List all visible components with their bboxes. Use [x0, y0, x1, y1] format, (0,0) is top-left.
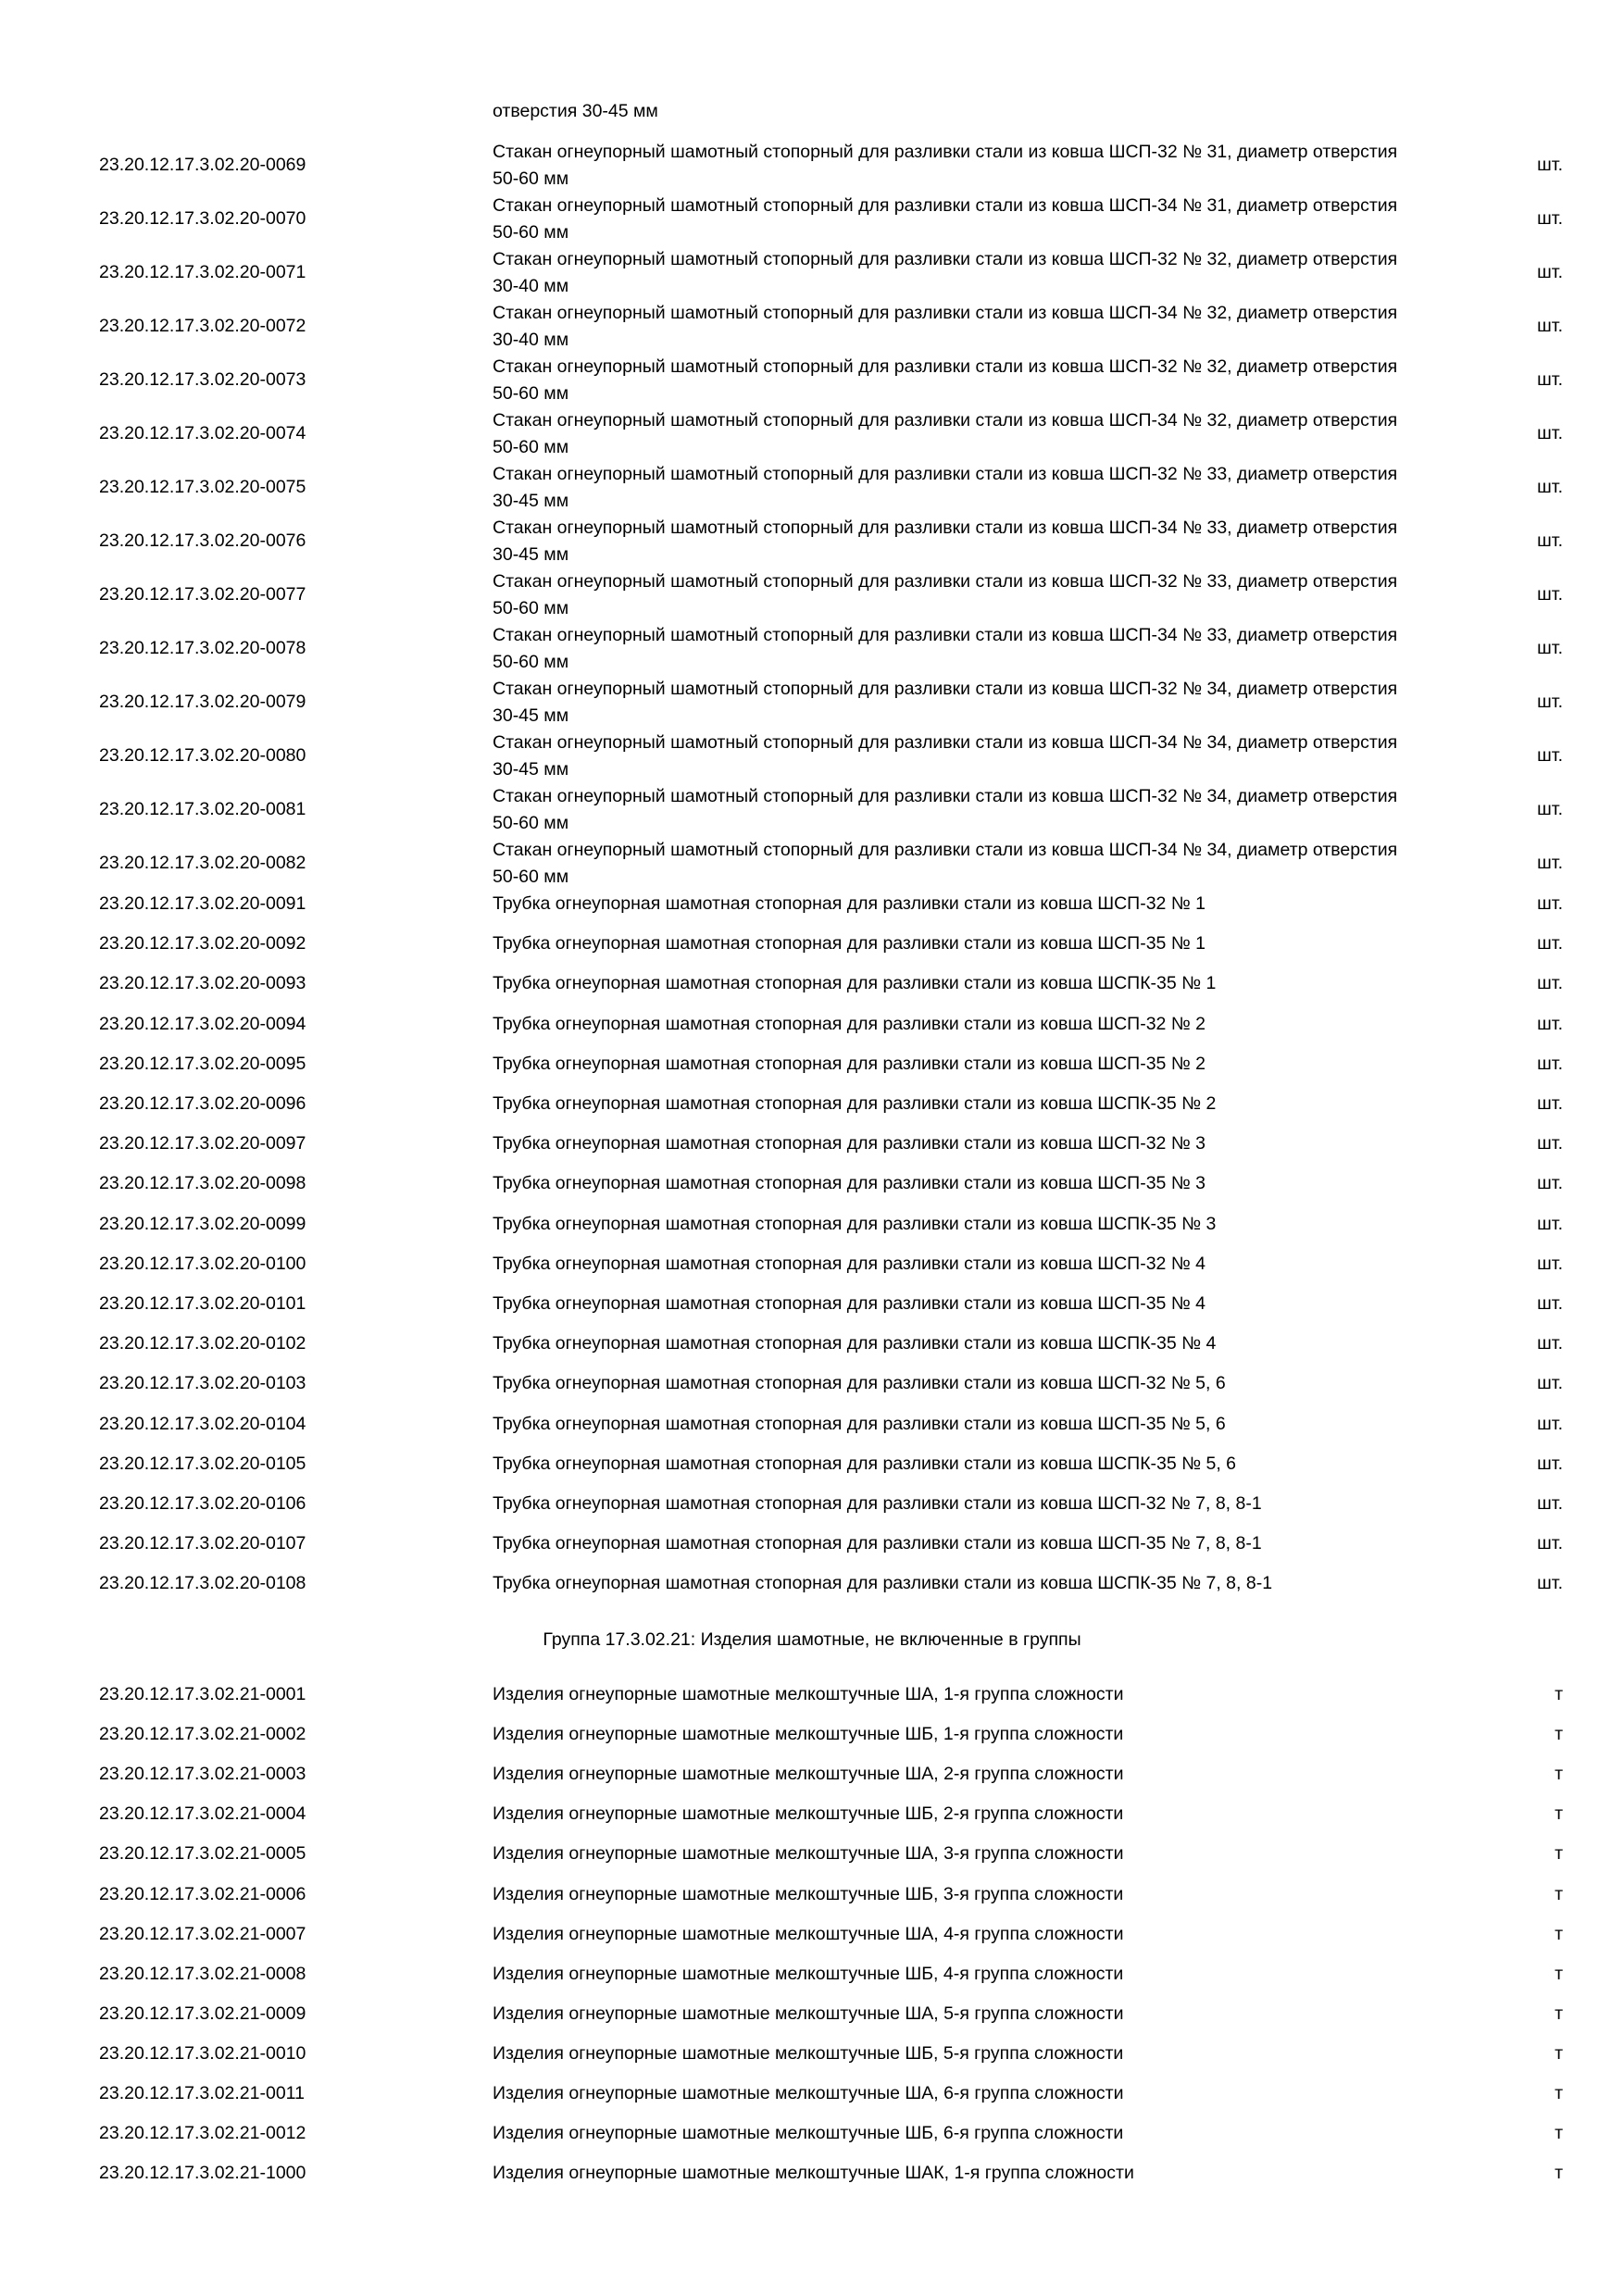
row-code: 23.20.12.17.3.02.20-0098 — [99, 1173, 306, 1194]
row-unit: т — [1555, 1764, 1563, 1785]
row-description: Трубка огнеупорная шамотная стопорная для разливки стали из ковша ШСП-32 № 1 — [493, 893, 1206, 914]
row-code: 23.20.12.17.3.02.20-0069 — [99, 155, 306, 175]
row-code: 23.20.12.17.3.02.20-0102 — [99, 1333, 306, 1354]
row-description: Изделия огнеупорные шамотные мелкоштучные ШБ, 3-я группа сложности — [493, 1883, 1124, 1904]
row-unit: т — [1555, 2083, 1563, 2103]
row-description: Стакан огнеупорный шамотный стопорный для разливки стали из ковша ШСП-34 № 33, диаметр отверстия 50-60 мм — [493, 625, 1398, 672]
row-code: 23.20.12.17.3.02.21-0001 — [99, 1684, 306, 1704]
row-code: 23.20.12.17.3.02.20-0105 — [99, 1453, 306, 1474]
row-unit: шт. — [1537, 1453, 1563, 1474]
row-description: Изделия огнеупорные шамотные мелкоштучные ША, 4-я группа сложности — [493, 1923, 1124, 1944]
row-code: 23.20.12.17.3.02.21-0004 — [99, 1803, 306, 1825]
row-description: Трубка огнеупорная шамотная стопорная для разливки стали из ковша ШСП-35 № 1 — [493, 933, 1206, 955]
row-code: 23.20.12.17.3.02.20-0079 — [99, 692, 306, 712]
row-description: Трубка огнеупорная шамотная стопорная для разливки стали из ковша ШСП-35 № 3 — [493, 1173, 1206, 1194]
row-unit: т — [1555, 1923, 1563, 1944]
row-unit: шт. — [1537, 369, 1563, 390]
row-code: 23.20.12.17.3.02.21-0009 — [99, 2003, 306, 2024]
row-code: 23.20.12.17.3.02.20-0072 — [99, 316, 306, 336]
row-unit: шт. — [1537, 1373, 1563, 1394]
row-code: 23.20.12.17.3.02.20-0071 — [99, 262, 306, 282]
row-code: 23.20.12.17.3.02.20-0096 — [99, 1093, 306, 1114]
row-unit: т — [1555, 1843, 1563, 1865]
row-code: 23.20.12.17.3.02.21-0002 — [99, 1724, 306, 1745]
row-code: 23.20.12.17.3.02.20-0095 — [99, 1053, 306, 1074]
row-code: 23.20.12.17.3.02.21-0011 — [99, 2083, 305, 2103]
row-description: Изделия огнеупорные шамотные мелкоштучные ША, 1-я группа сложности — [493, 1684, 1124, 1704]
row-description: Трубка огнеупорная шамотная стопорная для разливки стали из ковша ШСП-32 № 4 — [493, 1253, 1206, 1274]
row-unit: шт. — [1537, 155, 1563, 175]
row-unit: шт. — [1537, 1573, 1563, 1594]
row-description: Трубка огнеупорная шамотная стопорная для разливки стали из ковша ШСП-32 № 2 — [493, 1013, 1206, 1034]
row-description: Стакан огнеупорный шамотный стопорный для разливки стали из ковша ШСП-34 № 32, диаметр отверстия 50-60 мм — [493, 410, 1398, 457]
row-description: Трубка огнеупорная шамотная стопорная для разливки стали из ковша ШСПК-35 № 2 — [493, 1093, 1217, 1114]
row-description: Изделия огнеупорные шамотные мелкоштучные ШБ, 6-я группа сложности — [493, 2123, 1124, 2144]
row-code: 23.20.12.17.3.02.20-0073 — [99, 369, 306, 390]
row-code: 23.20.12.17.3.02.20-0103 — [99, 1373, 306, 1394]
row-code: 23.20.12.17.3.02.21-1000 — [99, 2163, 306, 2184]
row-unit: т — [1555, 1724, 1563, 1745]
row-unit: шт. — [1537, 1213, 1563, 1234]
row-description: Стакан огнеупорный шамотный стопорный для разливки стали из ковша ШСП-32 № 31, диаметр отверстия 50-60 мм — [493, 142, 1398, 189]
row-unit: шт. — [1537, 1053, 1563, 1074]
row-unit: шт. — [1537, 477, 1563, 497]
row-description: Изделия огнеупорные шамотные мелкоштучные ША, 5-я группа сложности — [493, 2003, 1124, 2024]
row-unit: т — [1555, 2003, 1563, 2024]
row-unit: шт. — [1537, 1413, 1563, 1434]
row-unit: шт. — [1537, 799, 1563, 819]
row-unit: т — [1555, 2042, 1563, 2064]
row-unit: шт. — [1537, 1293, 1563, 1314]
row-description: Трубка огнеупорная шамотная стопорная для разливки стали из ковша ШСПК-35 № 3 — [493, 1213, 1217, 1234]
row-code: 23.20.12.17.3.02.20-0080 — [99, 745, 306, 766]
row-description: Трубка огнеупорная шамотная стопорная для разливки стали из ковша ШСПК-35 № 7, 8, 8-1 — [493, 1573, 1273, 1594]
row-description: Изделия огнеупорные шамотные мелкоштучные ШАК, 1-я группа сложности — [493, 2163, 1134, 2184]
row-unit: т — [1555, 1883, 1563, 1904]
row-description: Трубка огнеупорная шамотная стопорная для разливки стали из ковша ШСП-35 № 4 — [493, 1293, 1206, 1314]
row-unit: шт. — [1537, 530, 1563, 551]
row-code: 23.20.12.17.3.02.20-0076 — [99, 530, 306, 551]
row-description: Изделия огнеупорные шамотные мелкоштучные ШБ, 1-я группа сложности — [493, 1724, 1124, 1745]
row-code: 23.20.12.17.3.02.20-0091 — [99, 893, 306, 914]
row-code: 23.20.12.17.3.02.20-0097 — [99, 1133, 306, 1154]
row-unit: шт. — [1537, 1133, 1563, 1154]
row-description: Изделия огнеупорные шамотные мелкоштучные ША, 6-я группа сложности — [493, 2083, 1124, 2103]
row-description: Трубка огнеупорная шамотная стопорная для разливки стали из ковша ШСП-32 № 7, 8, 8-1 — [493, 1493, 1262, 1514]
row-unit: шт. — [1537, 893, 1563, 914]
row-description: Стакан огнеупорный шамотный стопорный для разливки стали из ковша ШСП-32 № 32, диаметр отверстия 50-60 мм — [493, 356, 1398, 404]
row-code: 23.20.12.17.3.02.21-0010 — [99, 2042, 306, 2064]
row-unit: т — [1555, 2123, 1563, 2144]
row-unit: шт. — [1537, 208, 1563, 229]
row-unit: т — [1555, 1803, 1563, 1825]
row-code: 23.20.12.17.3.02.20-0099 — [99, 1213, 306, 1234]
row-code: 23.20.12.17.3.02.20-0082 — [99, 853, 306, 873]
row-description: Трубка огнеупорная шамотная стопорная для разливки стали из ковша ШСП-35 № 2 — [493, 1053, 1206, 1074]
row-code: 23.20.12.17.3.02.20-0070 — [99, 208, 306, 229]
row-code: 23.20.12.17.3.02.20-0101 — [99, 1293, 306, 1314]
row-unit: т — [1555, 1963, 1563, 1984]
row-code: 23.20.12.17.3.02.20-0108 — [99, 1573, 306, 1594]
row-unit: шт. — [1537, 638, 1563, 658]
row-unit: шт. — [1537, 1013, 1563, 1034]
row-description: Трубка огнеупорная шамотная стопорная для разливки стали из ковша ШСП-35 № 7, 8, 8-1 — [493, 1533, 1262, 1554]
row-unit: шт. — [1537, 1173, 1563, 1194]
row-description: Стакан огнеупорный шамотный стопорный для разливки стали из ковша ШСП-32 № 32, диаметр отверстия 30-40 мм — [493, 249, 1398, 296]
row-code: 23.20.12.17.3.02.21-0003 — [99, 1764, 306, 1785]
row-code: 23.20.12.17.3.02.20-0081 — [99, 799, 306, 819]
row-description: Трубка огнеупорная шамотная стопорная для разливки стали из ковша ШСП-32 № 5, 6 — [493, 1373, 1226, 1394]
row-unit: шт. — [1537, 853, 1563, 873]
row-description: Стакан огнеупорный шамотный стопорный для разливки стали из ковша ШСП-34 № 32, диаметр отверстия 30-40 мм — [493, 303, 1398, 350]
row-description: Стакан огнеупорный шамотный стопорный для разливки стали из ковша ШСП-34 № 34, диаметр отверстия 50-60 мм — [493, 840, 1398, 887]
row-description: Трубка огнеупорная шамотная стопорная для разливки стали из ковша ШСП-35 № 5, 6 — [493, 1413, 1226, 1434]
row-description: Изделия огнеупорные шамотные мелкоштучные ШБ, 4-я группа сложности — [493, 1963, 1124, 1984]
row-description: Изделия огнеупорные шамотные мелкоштучные ША, 3-я группа сложности — [493, 1843, 1124, 1865]
row-unit: шт. — [1537, 692, 1563, 712]
row-unit: шт. — [1537, 423, 1563, 443]
row-description: Трубка огнеупорная шамотная стопорная для разливки стали из ковша ШСПК-35 № 1 — [493, 973, 1217, 994]
row-unit: шт. — [1537, 1493, 1563, 1514]
row-description: Стакан огнеупорный шамотный стопорный для разливки стали из ковша ШСП-34 № 34, диаметр отверстия 30-45 мм — [493, 732, 1398, 780]
row-code: 23.20.12.17.3.02.20-0077 — [99, 584, 306, 605]
row-code: 23.20.12.17.3.02.20-0100 — [99, 1253, 306, 1274]
row-code: 23.20.12.17.3.02.21-0012 — [99, 2123, 306, 2144]
row-description: Трубка огнеупорная шамотная стопорная для разливки стали из ковша ШСП-32 № 3 — [493, 1133, 1206, 1154]
group-title: Группа 17.3.02.21: Изделия шамотные, не включенные в группы — [543, 1629, 1081, 1650]
row-description: Изделия огнеупорные шамотные мелкоштучные ША, 2-я группа сложности — [493, 1764, 1124, 1785]
row-code: 23.20.12.17.3.02.21-0005 — [99, 1843, 306, 1865]
row-unit: шт. — [1537, 1533, 1563, 1554]
row-unit: шт. — [1537, 1253, 1563, 1274]
row-code: 23.20.12.17.3.02.20-0075 — [99, 477, 306, 497]
row-code: 23.20.12.17.3.02.20-0074 — [99, 423, 306, 443]
row-unit: шт. — [1537, 262, 1563, 282]
row-code: 23.20.12.17.3.02.21-0008 — [99, 1963, 306, 1984]
row-description: Трубка огнеупорная шамотная стопорная для разливки стали из ковша ШСПК-35 № 5, 6 — [493, 1453, 1237, 1474]
row-unit: шт. — [1537, 745, 1563, 766]
row-description: Стакан огнеупорный шамотный стопорный для разливки стали из ковша ШСП-34 № 31, диаметр отверстия 50-60 мм — [493, 195, 1398, 243]
row-code: 23.20.12.17.3.02.20-0078 — [99, 638, 306, 658]
row-description: Изделия огнеупорные шамотные мелкоштучные ШБ, 5-я группа сложности — [493, 2042, 1124, 2064]
row-code: 23.20.12.17.3.02.20-0107 — [99, 1533, 306, 1554]
row-unit: шт. — [1537, 933, 1563, 955]
row-unit: т — [1555, 1684, 1563, 1704]
row-unit: шт. — [1537, 1093, 1563, 1114]
row-unit: шт. — [1537, 584, 1563, 605]
row-description: Трубка огнеупорная шамотная стопорная для разливки стали из ковша ШСПК-35 № 4 — [493, 1333, 1217, 1354]
row-code: 23.20.12.17.3.02.21-0006 — [99, 1883, 306, 1904]
row-description: Стакан огнеупорный шамотный стопорный для разливки стали из ковша ШСП-34 № 33, диаметр отверстия 30-45 мм — [493, 518, 1398, 565]
row-code: 23.20.12.17.3.02.20-0093 — [99, 973, 306, 994]
row-unit: т — [1555, 2163, 1563, 2184]
row-description: Изделия огнеупорные шамотные мелкоштучные ШБ, 2-я группа сложности — [493, 1803, 1124, 1825]
row-description: Стакан огнеупорный шамотный стопорный для разливки стали из ковша ШСП-32 № 34, диаметр отверстия 30-45 мм — [493, 679, 1398, 726]
row-unit: шт. — [1537, 316, 1563, 336]
row-description: Стакан огнеупорный шамотный стопорный для разливки стали из ковша ШСП-32 № 33, диаметр отверстия 30-45 мм — [493, 464, 1398, 511]
row-code: 23.20.12.17.3.02.20-0092 — [99, 933, 306, 955]
row-description: Стакан огнеупорный шамотный стопорный для разливки стали из ковша ШСП-32 № 33, диаметр отверстия 50-60 мм — [493, 571, 1398, 618]
row-unit: шт. — [1537, 1333, 1563, 1354]
continuation-text: отверстия 30-45 мм — [493, 101, 658, 121]
row-code: 23.20.12.17.3.02.21-0007 — [99, 1923, 306, 1944]
row-code: 23.20.12.17.3.02.20-0106 — [99, 1493, 306, 1514]
row-code: 23.20.12.17.3.02.20-0094 — [99, 1013, 306, 1034]
row-description: Стакан огнеупорный шамотный стопорный для разливки стали из ковша ШСП-32 № 34, диаметр отверстия 50-60 мм — [493, 786, 1398, 833]
row-code: 23.20.12.17.3.02.20-0104 — [99, 1413, 306, 1434]
row-unit: шт. — [1537, 973, 1563, 994]
